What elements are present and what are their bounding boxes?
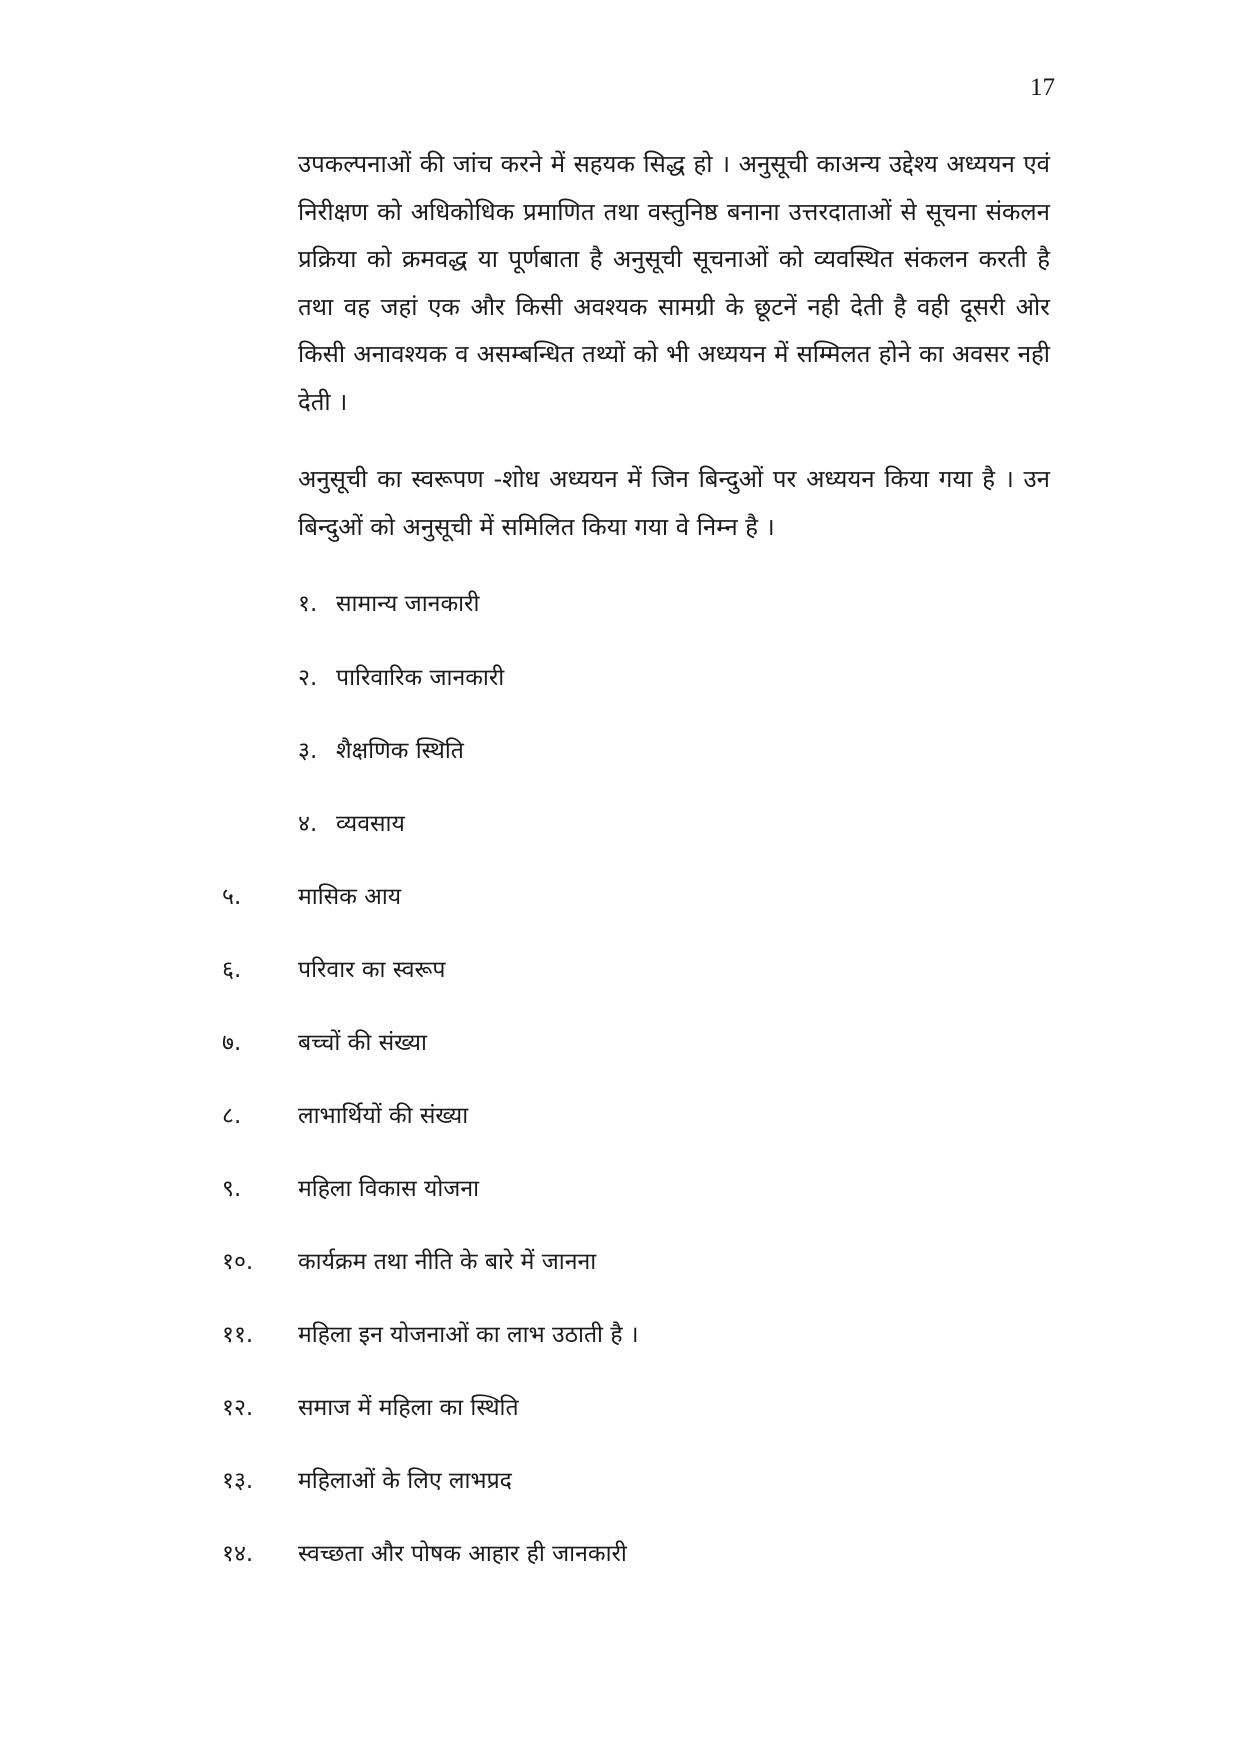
list-item-text: बच्चों की संख्या — [298, 1030, 427, 1056]
list-item-number: ५. — [222, 884, 242, 910]
paragraph-schedule-format: अनुसूची का स्वरूपण -शोध अध्ययन में जिन बिन्दुओं पर अध्ययन किया गया है । उन बिन्दुओं को अनुसूची में समिलित किया गया वे निम्न है । — [298, 465, 1050, 541]
list-item-text: स्वच्छता और पोषक आहार ही जानकारी — [298, 1541, 627, 1567]
list-item-number: ११. — [222, 1322, 254, 1348]
list-item-text: कार्यक्रम तथा नीति के बारे में जानना — [298, 1249, 597, 1275]
list-item — [222, 1025, 427, 1057]
list-item — [222, 1390, 519, 1422]
list-item — [222, 1244, 596, 1276]
list-item-text: महिला इन योजनाओं का लाभ उठाती है । — [298, 1322, 639, 1348]
list-item-text: सामान्य जानकारी — [336, 591, 480, 617]
list-item-text: समाज में महिला का स्थिति — [298, 1395, 519, 1421]
list-item-number: ९. — [222, 1176, 242, 1202]
list-item-text: महिलाओं के लिए लाभप्रद — [298, 1468, 512, 1494]
list-item-text: पारिवारिक जानकारी — [336, 665, 505, 691]
list-item-text: शैक्षणिक स्थिति — [336, 738, 464, 764]
paragraph-intro: उपकल्पनाओं की जांच करने में सहयक सिद्ध हो । अनुसूची काअन्य उद्देश्य अध्ययन एवं निरीक्षण को अधिकोधिक प्रमाणित तथा वस्तुनिष्ठ बनाना उत्तरदाताओं से सूचना संकलन प्रक्रिया को क्रमवद्ध या पूर्णबाता है अनुसूची सूचनाओं को व्यवस्थित संकलन करती है तथा वह जहां एक और किसी अवश्यक सामग्री के छूटनें नही देती है वही दूसरी ओर किसी अनावश्यक व असम्बन्धित तथ्यों को भी अध्ययन में सम्मिलत होने का अवसर नही देती । — [298, 150, 1050, 416]
list-item — [222, 1536, 627, 1568]
list-item-number: १४. — [222, 1541, 254, 1567]
list-item-number: १०. — [222, 1249, 254, 1275]
list-item-number: ६. — [222, 957, 242, 983]
list-item-number: ७. — [222, 1030, 242, 1056]
list-item-text: महिला विकास योजना — [298, 1176, 480, 1202]
list-item — [222, 879, 401, 911]
list-item-number: ४. — [298, 811, 318, 837]
list-item — [222, 952, 446, 984]
list-item — [298, 733, 464, 765]
list-item — [222, 1098, 468, 1130]
list-item-text: मासिक आय — [298, 884, 402, 910]
list-item-number: २. — [298, 665, 318, 691]
list-item — [222, 1317, 639, 1349]
list-item-number: १२. — [222, 1395, 254, 1421]
list-item — [222, 1463, 512, 1495]
list-item — [298, 806, 405, 838]
list-item-number: ८. — [222, 1103, 242, 1129]
list-item-number: ३. — [298, 738, 318, 764]
list-item-text: परिवार का स्वरूप — [298, 957, 446, 983]
page-number: 17 — [1030, 74, 1055, 101]
list-item — [298, 660, 504, 692]
list-item — [298, 586, 479, 618]
list-item-number: १३. — [222, 1468, 254, 1494]
list-item-number: १. — [298, 591, 318, 617]
list-item — [222, 1171, 479, 1203]
list-item-text: व्यवसाय — [336, 811, 405, 837]
list-item-text: लाभार्थियों की संख्या — [298, 1103, 469, 1129]
